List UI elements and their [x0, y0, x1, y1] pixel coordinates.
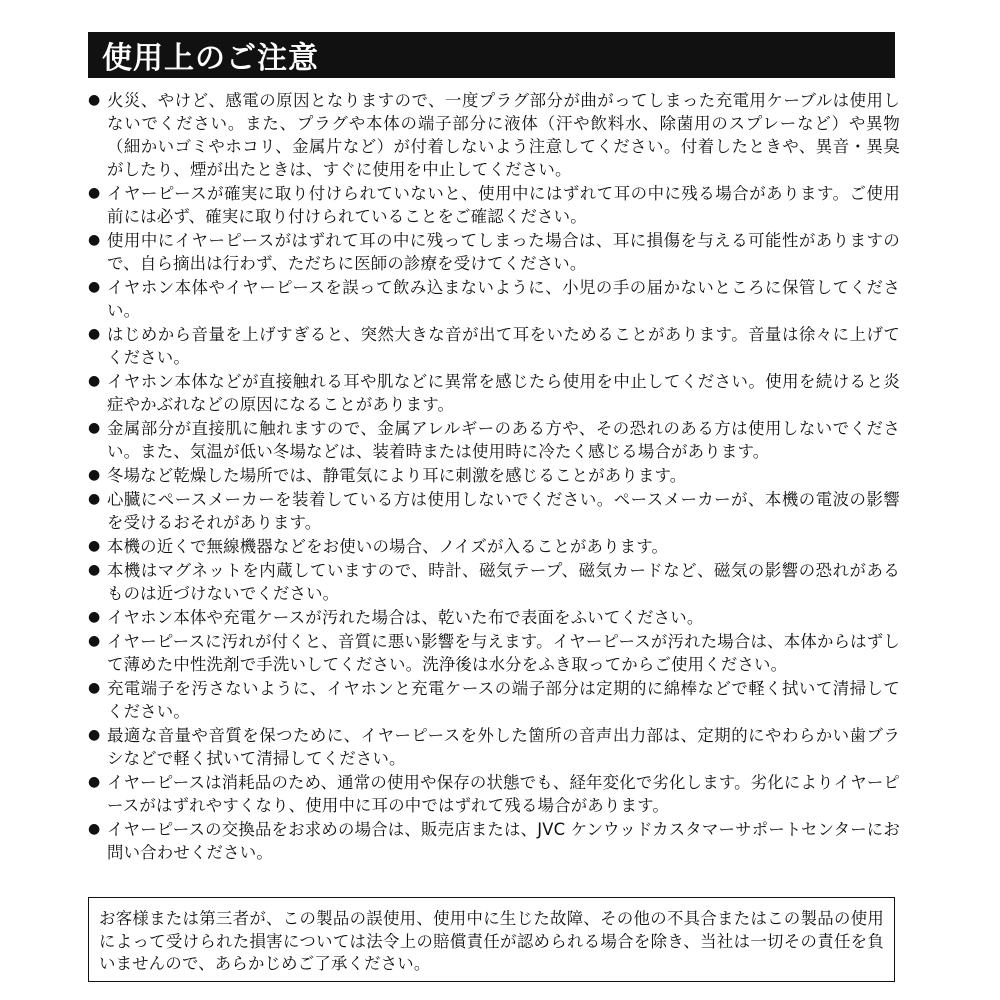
bullet-icon: ●	[88, 92, 101, 108]
bullet-icon: ●	[88, 326, 101, 342]
bullet-icon: ●	[88, 609, 101, 625]
caution-text: イヤーピースは消耗品のため、通常の使用や保存の状態でも、経年変化で劣化します。劣化によりイヤーピースがはずれやすくなり、使用中に耳の中ではずれて残る場合があります。	[107, 773, 900, 815]
caution-item-1	[88, 89, 900, 181]
caution-item-15	[88, 724, 900, 770]
section-title-bar	[88, 32, 895, 78]
caution-item-9	[88, 488, 900, 534]
section-title: 使用上のご注意	[102, 41, 319, 76]
caution-item-16	[88, 771, 900, 817]
bullet-icon: ●	[88, 727, 101, 743]
caution-text: 火災、やけど、感電の原因となりますので、一度プラグ部分が曲がってしまった充電用ケーブルは使用しないでください。また、プラグや本体の端子部分に液体（汗や飲料水、除菌用のスプレーなど）や異物（細かいゴミやホコリ、金属片など）が付着しないよう注意してください。付着したときや、異音・異臭がしたり、煙が出たときは、すぐに使用を中止してください。	[107, 91, 900, 179]
bullet-icon: ●	[88, 774, 101, 790]
disclaimer-text: お客様または第三者が、この製品の誤使用、使用中に生じた故障、その他の不具合またはこの製品の使用によって受けられた損害については法令上の賠償責任が認められる場合を除き、当社は一切その責任を負いませんので、あらかじめご了承ください。	[99, 909, 884, 973]
caution-text: イヤホン本体やイヤーピースを誤って飲み込まないように、小児の手の届かないところに保管してください。	[107, 278, 900, 320]
bullet-icon: ●	[88, 538, 101, 554]
caution-text: 心臓にペースメーカーを装着している方は使用しないでください。ペースメーカーが、本機の電波の影響を受けるおそれがあります。	[107, 490, 900, 532]
caution-item-5	[88, 323, 900, 369]
bullet-icon: ●	[88, 821, 101, 837]
caution-text: 本機はマグネットを内蔵していますので、時計、磁気テープ、磁気カードなど、磁気の影響の恐れがあるものは近づけないでください。	[107, 561, 900, 603]
bullet-icon: ●	[88, 680, 101, 696]
caution-item-4	[88, 276, 900, 322]
caution-text: はじめから音量を上げすぎると、突然大きな音が出て耳をいためることがあります。音量は徐々に上げてください。	[107, 325, 900, 367]
caution-text: イヤーピースに汚れが付くと、音質に悪い影響を与えます。イヤーピースが汚れた場合は、本体からはずして薄めた中性洗剤で手洗いしてください。洗浄後は水分をふき取ってからご使用ください。	[107, 632, 900, 674]
bullet-icon: ●	[88, 467, 101, 483]
caution-text: イヤーピースの交換品をお求めの場合は、販売店または、JVC ケンウッドカスタマーサポートセンターにお問い合わせください。	[107, 820, 900, 862]
bullet-icon: ●	[88, 491, 101, 507]
bullet-icon: ●	[88, 279, 101, 295]
caution-item-12	[88, 606, 900, 629]
bullet-icon: ●	[88, 185, 101, 201]
bullet-icon: ●	[88, 420, 101, 436]
bullet-icon: ●	[88, 232, 101, 248]
caution-text: 最適な音量や音質を保つために、イヤーピースを外した箇所の音声出力部は、定期的にやわらかい歯ブラシなどで軽く拭いて清掃してください。	[107, 726, 900, 768]
caution-item-2	[88, 182, 900, 228]
caution-item-13	[88, 630, 900, 676]
caution-text: イヤホン本体や充電ケースが汚れた場合は、乾いた布で表面をふいてください。	[107, 608, 704, 627]
disclaimer-box	[88, 897, 895, 982]
caution-item-7	[88, 417, 900, 463]
bullet-icon: ●	[88, 373, 101, 389]
caution-text: 金属部分が直接肌に触れますので、金属アレルギーのある方や、その恐れのある方は使用しないでください。また、気温が低い冬場などは、装着時または使用時に冷たく感じる場合があります。	[107, 419, 900, 461]
caution-item-11	[88, 559, 900, 605]
caution-item-6	[88, 370, 900, 416]
caution-text: 本機の近くで無線機器などをお使いの場合、ノイズが入ることがあります。	[107, 537, 669, 556]
caution-text: 充電端子を汚さないように、イヤホンと充電ケースの端子部分は定期的に綿棒などで軽く拭いて清掃してください。	[107, 679, 900, 721]
caution-item-10	[88, 535, 900, 558]
caution-text: イヤホン本体などが直接触れる耳や肌などに異常を感じたら使用を中止してください。使用を続けると炎症やかぶれなどの原因になることがあります。	[107, 372, 900, 414]
caution-text: 使用中にイヤーピースがはずれて耳の中に残ってしまった場合は、耳に損傷を与える可能性がありますので、自ら摘出は行わず、ただちに医師の診療を受けてください。	[107, 231, 900, 273]
caution-list	[88, 89, 900, 865]
caution-item-3	[88, 229, 900, 275]
bullet-icon: ●	[88, 562, 101, 578]
caution-item-8	[88, 464, 900, 487]
bullet-icon: ●	[88, 633, 101, 649]
caution-text: 冬場など乾燥した場所では、静電気により耳に刺激を感じることがあります。	[107, 466, 687, 485]
caution-item-17	[88, 818, 900, 864]
caution-text: イヤーピースが確実に取り付けられていないと、使用中にはずれて耳の中に残る場合があります。ご使用前には必ず、確実に取り付けられていることをご確認ください。	[107, 184, 900, 226]
caution-item-14	[88, 677, 900, 723]
